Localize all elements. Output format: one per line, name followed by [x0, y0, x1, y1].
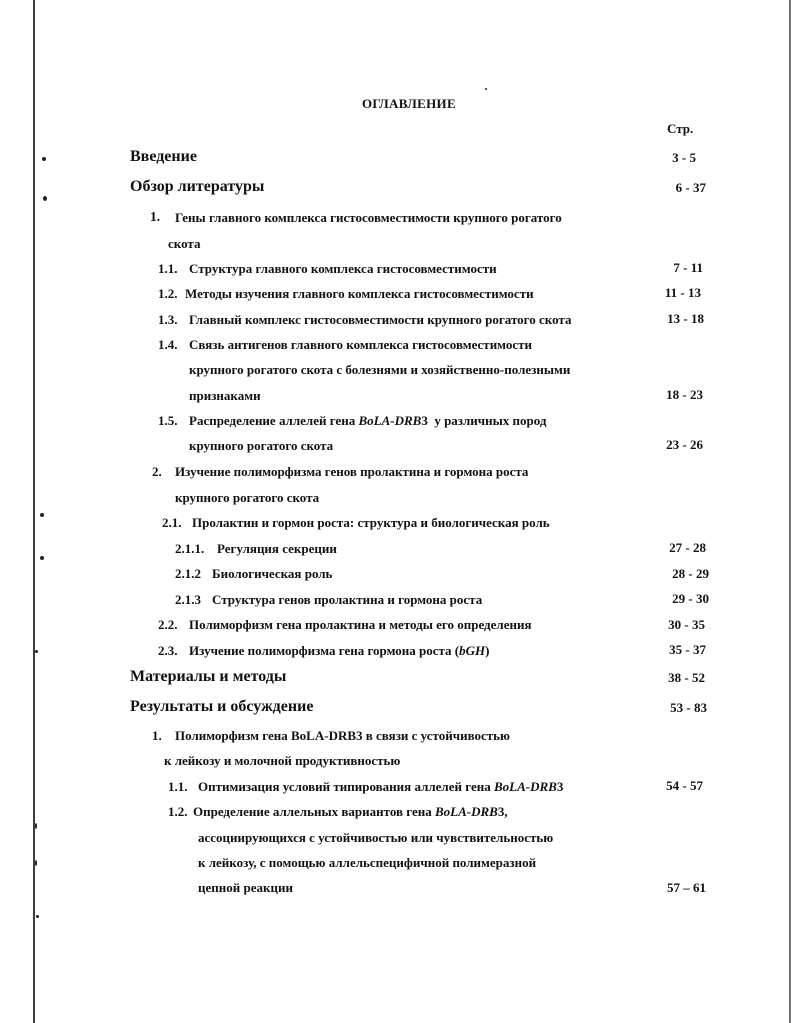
toc-s2-1-3-number: 2.1.3 [175, 592, 201, 607]
page-column-header: Стр. [667, 121, 694, 136]
toc-r1-line1: Полиморфизм гена BoLA-DRB3 в связи с устойчивостью [175, 728, 510, 743]
scan-speck [40, 556, 44, 560]
toc-r1-1-pages: 54 - 57 [666, 778, 703, 793]
toc-r1-1-gene: BoLA-DRB [493, 779, 557, 794]
toc-s1-1-pages: 7 - 11 [673, 260, 703, 275]
toc-s1-4-number: 1.4. [158, 337, 178, 352]
toc-s1-5-gene-suffix: 3 [421, 413, 428, 428]
toc-s2-2-label: Полиморфизм гена пролактина и методы его определения [189, 617, 532, 632]
toc-chapter1-line1: Гены главного комплекса гистосовместимости крупного рогатого [175, 210, 562, 225]
toc-r1-2-gene: BoLA-DRB [435, 804, 498, 819]
toc-s1-2-number: 1.2. [158, 286, 178, 301]
toc-r1-1-gene-suffix: 3 [556, 779, 564, 794]
toc-s2-1-3-pages: 29 - 30 [672, 591, 709, 606]
scan-speck [35, 860, 37, 866]
toc-heading-results: Результаты и обсуждение [130, 698, 314, 715]
toc-s2-2-pages: 30 - 35 [668, 617, 705, 632]
toc-r1-2-gene-suffix: 3, [497, 804, 508, 819]
toc-s1-5-number: 1.5. [158, 413, 178, 428]
toc-s1-1-label: Структура главного комплекса гистосовместимости [189, 261, 497, 276]
toc-page-results: 53 - 83 [670, 700, 707, 715]
toc-s1-5-line1 [189, 413, 546, 429]
toc-page-vvedenie: 3 - 5 [672, 150, 696, 165]
toc-s1-5-text: Распределение аллелей гена [189, 413, 359, 428]
toc-r1-2-line1 [193, 804, 508, 820]
toc-s2-1-2-label: Биологическая роль [212, 566, 333, 581]
scan-speck [43, 196, 47, 201]
toc-s1-3-number: 1.3. [158, 312, 178, 327]
toc-r1-2-pages: 57 – 61 [667, 880, 706, 895]
toc-s1-2-label: Методы изучения главного комплекса гистосовместимости [185, 286, 534, 301]
toc-chapter1-line2: скота [168, 236, 201, 251]
toc-r1-2-line2: ассоциирующихся с устойчивостью или чувствительностью [198, 830, 554, 845]
toc-s1-3-label: Главный комплекс гистосовместимости крупного рогатого скота [189, 312, 572, 327]
toc-r1-2-line4: цепной реакции [198, 880, 293, 895]
toc-s2-2-number: 2.2. [158, 617, 178, 632]
toc-s2-1-3-label: Структура генов пролактина и гормона роста [212, 592, 483, 607]
toc-s2-1-2-pages: 28 - 29 [672, 566, 709, 581]
toc-page-obzor: 6 - 37 [675, 180, 706, 195]
scan-speck [36, 915, 39, 918]
scan-left-edge [33, 0, 35, 1023]
toc-chapter2-line2: крупного рогатого скота [175, 490, 320, 505]
toc-s1-4-line1: Связь антигенов главного комплекса гистосовместимости [189, 337, 533, 352]
toc-chapter2-number: 2. [152, 464, 162, 479]
toc-r1-line2: к лейкозу и молочной продуктивностью [164, 753, 401, 768]
toc-s1-2-pages: 11 - 13 [664, 285, 701, 300]
toc-r1-2-line3: к лейкозу, с помощью аллельспецифичной полимеразной [198, 855, 537, 870]
toc-s2-1-1-pages: 27 - 28 [669, 540, 706, 555]
toc-page-materials: 38 - 52 [668, 670, 705, 685]
document-title: ОГЛАВЛЕНИЕ [362, 96, 456, 111]
toc-s1-5-line2: крупного рогатого скота [189, 438, 334, 453]
toc-chapter2-line1: Изучение полиморфизма генов пролактина и гормона роста [175, 464, 529, 479]
toc-s1-5-gene: BoLA-DRB [358, 413, 422, 428]
toc-r1-1-number: 1.1. [168, 779, 188, 794]
toc-s1-4-pages: 18 - 23 [666, 387, 703, 402]
toc-s1-4-line3: признаками [189, 388, 261, 403]
toc-s2-3-pages: 35 - 37 [669, 642, 706, 657]
toc-s2-1-1-number: 2.1.1. [175, 541, 205, 556]
toc-r1-1-text: Оптимизация условий типирования аллелей гена [198, 779, 494, 794]
toc-chapter1-number: 1. [150, 209, 161, 224]
toc-s1-4-line2: крупного рогатого скота с болезнями и хозяйственно-полезными [189, 362, 571, 377]
toc-s1-5-pages: 23 - 26 [666, 437, 703, 452]
toc-s2-3-number: 2.3. [158, 643, 178, 658]
toc-s1-3-pages: 13 - 18 [667, 311, 704, 326]
toc-heading-obzor: Обзор литературы [130, 178, 265, 195]
scan-speck [35, 650, 38, 653]
toc-r1-number: 1. [152, 728, 162, 743]
toc-r1-2-text: Определение аллельных вариантов гена [193, 804, 436, 819]
toc-r1-1-label [198, 779, 563, 795]
toc-s2-1-2-number: 2.1.2 [175, 566, 201, 581]
toc-s1-1-number: 1.1. [158, 261, 178, 276]
toc-s1-5-text-tail: у различных пород [427, 413, 547, 428]
scan-speck [35, 823, 37, 829]
scan-speck [42, 157, 46, 161]
toc-s2-1-1-label: Регуляция секреции [217, 541, 337, 556]
toc-s2-3-text: Изучение полиморфизма гена гормона роста ( [189, 643, 460, 658]
toc-s2-1-label: Пролактин и гормон роста: структура и биологическая роль [192, 515, 550, 530]
scan-speck [485, 88, 487, 90]
toc-heading-vvedenie: Введение [130, 148, 197, 165]
toc-s2-3-label [189, 643, 489, 659]
toc-heading-materials: Материалы и методы [130, 668, 287, 685]
scan-speck [40, 513, 44, 517]
toc-r1-2-number: 1.2. [168, 804, 188, 819]
toc-s2-3-text-tail: ) [485, 643, 490, 658]
toc-s2-3-gene: bGH [459, 643, 486, 658]
toc-s2-1-number: 2.1. [162, 515, 182, 530]
